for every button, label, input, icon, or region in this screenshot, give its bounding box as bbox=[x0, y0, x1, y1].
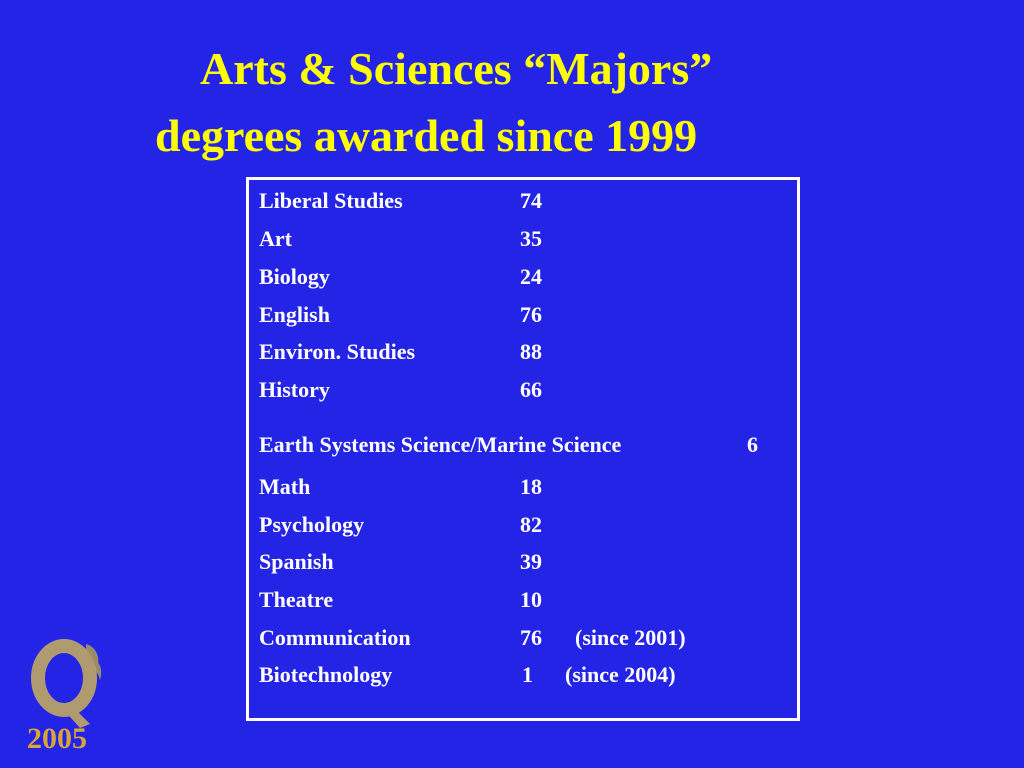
major-count: 88 bbox=[520, 339, 542, 364]
major-count: 6 bbox=[747, 432, 758, 457]
major-count: 66 bbox=[520, 377, 542, 402]
major-name: Math bbox=[259, 474, 311, 499]
major-count: 82 bbox=[520, 512, 542, 537]
major-name: Theatre bbox=[259, 587, 334, 612]
list-item bbox=[249, 300, 797, 330]
major-count: 76 bbox=[520, 302, 542, 327]
majors-list-box bbox=[246, 177, 800, 721]
major-count: 35 bbox=[520, 226, 542, 251]
slide-title-line2: degrees awarded since 1999 bbox=[155, 110, 698, 161]
major-count: 24 bbox=[520, 264, 542, 289]
major-count: 1 bbox=[522, 662, 533, 687]
major-name: Spanish bbox=[259, 549, 334, 574]
list-item bbox=[249, 375, 797, 405]
major-name: History bbox=[259, 377, 330, 402]
list-item bbox=[249, 547, 797, 577]
list-item bbox=[249, 224, 797, 254]
list-item bbox=[249, 186, 797, 216]
list-item bbox=[249, 430, 797, 460]
major-name: Psychology bbox=[259, 512, 365, 537]
major-count: 74 bbox=[520, 188, 542, 213]
list-item bbox=[249, 337, 797, 367]
major-count: 76 bbox=[520, 625, 542, 650]
logo-year: 2005 bbox=[27, 722, 87, 755]
major-name: Communication bbox=[259, 625, 411, 650]
list-item bbox=[249, 585, 797, 615]
major-count: 39 bbox=[520, 549, 542, 574]
major-name: Liberal Studies bbox=[259, 188, 403, 213]
major-name: Environ. Studies bbox=[259, 339, 416, 364]
list-item bbox=[249, 472, 797, 502]
list-item bbox=[249, 510, 797, 540]
slide-title-line1: Arts & Sciences “Majors” bbox=[200, 43, 713, 94]
list-item bbox=[249, 660, 797, 690]
major-name: Biology bbox=[259, 264, 330, 289]
major-name: English bbox=[259, 302, 330, 327]
major-name: Earth Systems Science/Marine Science bbox=[259, 432, 622, 457]
major-count: 10 bbox=[520, 587, 542, 612]
major-note: (since 2001) bbox=[575, 625, 686, 650]
list-item bbox=[249, 623, 797, 653]
major-name: Biotechnology bbox=[259, 662, 393, 687]
list-item bbox=[249, 262, 797, 292]
major-name: Art bbox=[259, 226, 292, 251]
major-note: (since 2004) bbox=[565, 662, 676, 687]
major-count: 18 bbox=[520, 474, 542, 499]
